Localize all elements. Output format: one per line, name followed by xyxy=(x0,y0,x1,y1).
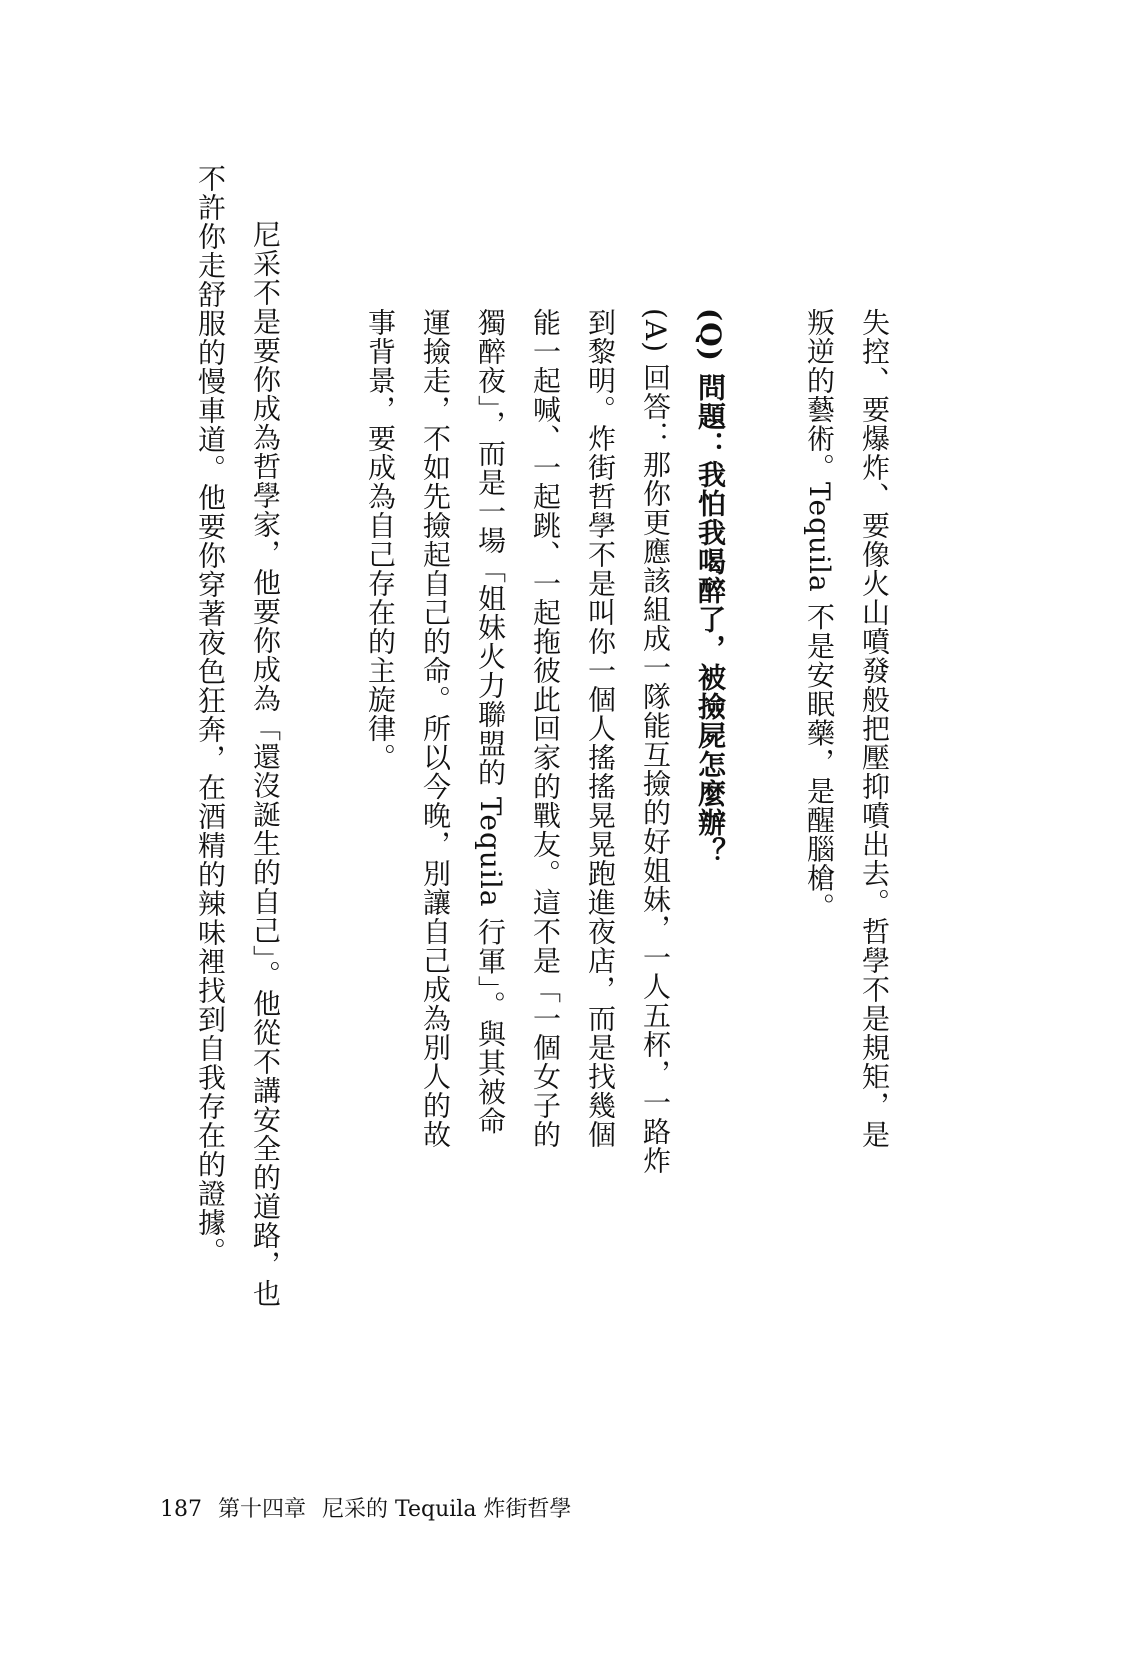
text-column-9: 事背景，要成為自己存在的主旋律。 xyxy=(364,308,397,772)
text-column-2: 叛逆的藝術。Tequila 不是安眠藥，是醒腦槍。 xyxy=(803,308,836,922)
text-column-4: (A) 回答：那你更應該組成一隊能互撿的好姐妹，一人五杯，一路炸 xyxy=(639,308,672,1175)
page-footer xyxy=(160,1497,587,1523)
text-column-10: 尼采不是要你成為哲學家，他要你成為「還沒誕生的自己」。他從不講安全的道路，也 xyxy=(249,220,282,1308)
question-heading: (Q) 問題：我怕我喝醉了，被撿屍怎麼辦？ xyxy=(694,308,727,866)
chapter-label: 第十四章 xyxy=(218,1497,307,1522)
chapter-title: 尼采的 Tequila 炸街哲學 xyxy=(322,1497,572,1522)
text-column-6: 能一起喊、一起跳、一起拖彼此回家的戰友。這不是「一個女子的 xyxy=(529,308,562,1149)
text-column-7: 獨醉夜」，而是一場「姐妹火力聯盟的 Tequila 行軍」。與其被命 xyxy=(474,308,507,1136)
text-column-1: 失控、要爆炸、要像火山噴發般把壓抑噴出去。哲學不是規矩，是 xyxy=(858,308,891,1149)
text-column-11: 不許你走舒服的慢車道。他要你穿著夜色狂奔，在酒精的辣味裡找到自我存在的證據。 xyxy=(194,164,227,1266)
page-number: 187 xyxy=(160,1497,202,1522)
text-column-8: 運撿走，不如先撿起自己的命。所以今晚，別讓自己成為別人的故 xyxy=(419,308,452,1149)
text-column-5: 到黎明。炸街哲學不是叫你一個人搖搖晃晃跑進夜店，而是找幾個 xyxy=(584,308,617,1149)
